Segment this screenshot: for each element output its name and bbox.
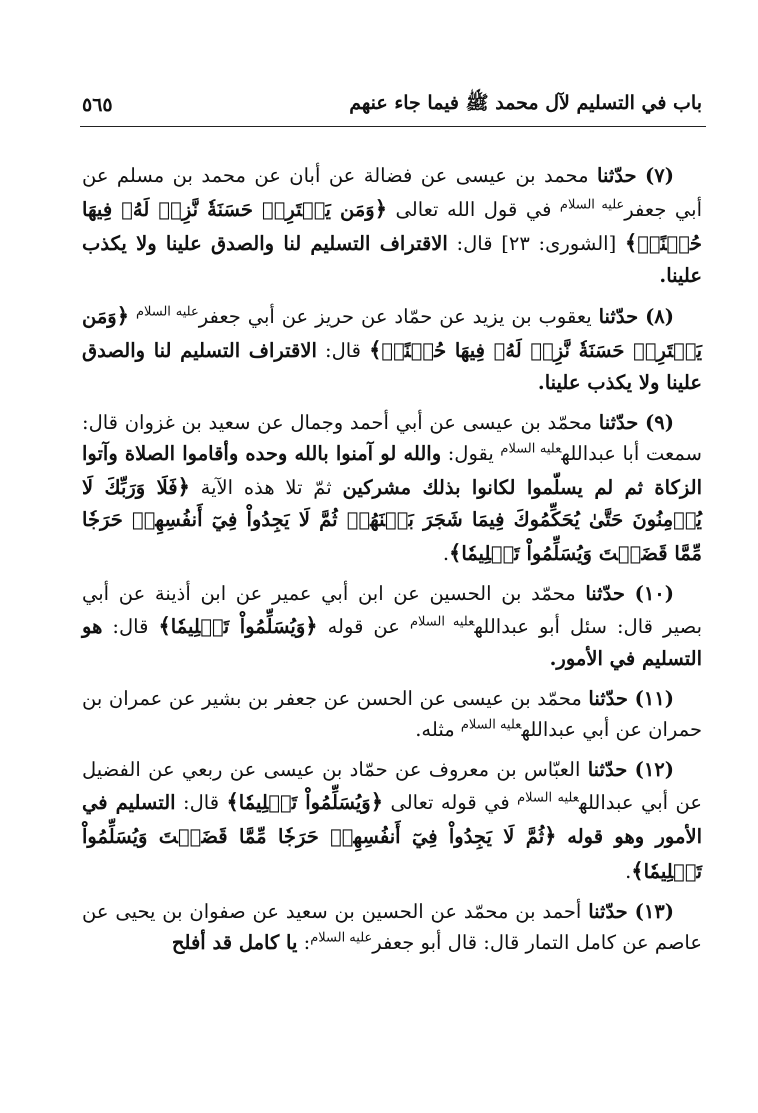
text-segment: يعقوب بن يزيد عن حمّاد عن حريز عن أبي جعفر: [198, 305, 599, 329]
honorific: عليه السلام: [460, 717, 522, 733]
text-segment: يقول:: [441, 442, 501, 466]
bold-text: التسليم في الأمور وهو قوله: [82, 791, 702, 849]
honorific: عليه السلام: [500, 441, 562, 457]
bold-text: والله لو آمنوا بالله وحده وأقاموا الصلاة وآتوا الزكاة ثم لم يسلّموا لكانوا بذلك مشركين: [82, 442, 702, 499]
text-segment: [الشورى: ٢٣] قال:: [447, 231, 625, 255]
quran-verse: وَمَن يَقۡتَرِفۡ حَسَنَةٗ نَّزِدۡ لَهُۥ فِيهَا حُسۡنًاۚ: [82, 197, 702, 255]
running-title: باب في التسليم لآل محمد ﷺ فيما جاء عنهم: [349, 92, 702, 114]
text-segment: عن قوله: [317, 615, 410, 639]
isnad-word: حدّثنا: [588, 899, 628, 923]
honorific: عليه السلام: [310, 930, 373, 946]
hadith-number: (١٣): [634, 899, 674, 923]
verse-bracket: ﴿: [374, 195, 387, 221]
verse-bracket: ﴾: [631, 857, 644, 883]
hadith-11: [82, 683, 702, 746]
text-segment: [625, 582, 635, 605]
text-segment: .: [625, 859, 632, 883]
text-segment: [556, 825, 567, 848]
honorific: عليه السلام: [409, 614, 475, 630]
text-segment: محمد بن عيسى عن فضالة عن أبان عن محمد بن مسلم عن أبي جعفر: [82, 164, 702, 221]
bold-text: يا كامل قد أفلح: [171, 931, 298, 955]
isnad-word: حدّثنا: [587, 757, 628, 781]
text-segment: قال:: [102, 615, 159, 639]
hadith-7: [82, 160, 702, 291]
text-segment: قال:: [316, 339, 370, 363]
header-rule: [80, 126, 706, 127]
text-segment: في قول الله تعالى: [387, 197, 560, 221]
text-segment: محمّد بن الحسين عن ابن أبي عمير عن ابن أذينة عن أبي بصير قال: سئل أبو عبدالله: [82, 581, 703, 639]
hadith-number: (١٠): [634, 581, 674, 605]
text-segment: [637, 164, 645, 187]
quran-verse: وَمَن يَقۡتَرِفۡ حَسَنَةٗ نَّزِدۡ لَهُۥ فِيهَا حُسۡنًاۚ: [82, 305, 702, 363]
honorific: عليه السلام: [517, 790, 579, 806]
hadith-10: [82, 578, 702, 675]
quran-verse: وَيُسَلِّمُواْ تَسۡلِيمٗا: [170, 615, 306, 639]
bold-text: الاقتراف التسليم لنا والصدق علينا ولا يكذب علينا.: [82, 339, 702, 395]
isnad-word: حدّثنا: [598, 410, 639, 434]
isnad-word: حدّثنا: [598, 305, 639, 329]
verse-bracket: ﴿: [305, 613, 318, 639]
bold-text: الاقتراف التسليم لنا والصدق علينا ولا يكذب علينا.: [82, 231, 702, 287]
text-segment: محمّد بن عيسى عن الحسن عن جعفر بن بشير عن عمران بن حمران عن أبي عبدالله: [82, 686, 702, 742]
page-header: [82, 88, 702, 122]
hadith-number: (١٢): [634, 757, 675, 781]
verse-bracket: ﴾: [226, 789, 239, 815]
quran-verse: وَيُسَلِّمُواْ تَسۡلِيمٗا: [238, 791, 371, 815]
verse-bracket: ﴾: [449, 539, 462, 565]
text-segment: [628, 900, 635, 923]
text-segment: [627, 758, 634, 781]
isnad-word: حدّثنا: [585, 581, 625, 605]
text-segment: :: [297, 931, 311, 955]
hadith-number: (٨): [645, 305, 675, 329]
page-body: [82, 160, 702, 1103]
text-segment: [129, 305, 136, 328]
hadith-number: (٧): [645, 164, 674, 187]
verse-bracket: ﴿: [116, 303, 130, 329]
isnad-word: حدّثنا: [588, 686, 628, 710]
honorific: عليه السلام: [135, 304, 199, 320]
bold-text: هو التسليم في الأمور.: [82, 615, 702, 671]
hadith-number: (٩): [645, 410, 674, 434]
quran-verse: فَلَا وَرَبِّكَ لَا يُؤۡمِنُونَ حَتَّىٰ يُحَكِّمُوكَ فِيمَا شَجَرَ بَيۡنَهُمۡ ثُمَّ لَا يَجِدُواْ فِيٓ أَنفُسِهِمۡ حَرَجٗا مِّمَّا قَضَيۡتَ وَيُسَلِّمُواْ تَسۡلِيمٗا: [82, 475, 702, 565]
hadith-9: [82, 407, 702, 570]
verse-bracket: ﴿: [370, 789, 383, 815]
hadith-12: [82, 754, 702, 888]
text-segment: .: [442, 541, 450, 565]
page-number: ٥٦٥: [82, 94, 113, 116]
verse-bracket: ﴿: [544, 823, 557, 849]
text-segment: في قوله تعالى: [383, 791, 518, 815]
hadith-13: [82, 896, 702, 959]
hadith-number: (١١): [634, 686, 674, 710]
text-segment: العبّاس بن معروف عن حمّاد بن عيسى عن ربعي عن الفضيل عن أبي عبدالله: [82, 757, 702, 815]
verse-bracket: ﴿: [177, 473, 190, 499]
isnad-word: حدّثنا: [597, 164, 637, 187]
quran-verse: ثُمَّ لَا يَجِدُواْ فِيٓ أَنفُسِهِمۡ حَرَجٗا مِّمَّا قَضَيۡتَ وَيُسَلِّمُواْ تَسۡلِيمٗا: [82, 825, 702, 883]
hadith-8: [82, 299, 702, 399]
honorific: عليه السلام: [559, 197, 625, 213]
verse-bracket: ﴾: [369, 337, 382, 363]
text-segment: [628, 687, 635, 710]
text-segment: محمّد بن عيسى عن أبي أحمد وجمال عن سعيد بن غزوان قال: سمعت أبا عبدالله: [82, 410, 702, 466]
verse-bracket: ﴾: [158, 613, 171, 639]
text-segment: مثله.: [415, 718, 461, 742]
text-segment: أحمد بن محمّد عن الحسين بن سعيد عن صفوان بن يحيى عن عاصم عن كامل التمار قال: قال أبو جعفر: [82, 899, 702, 955]
verse-bracket: ﴾: [624, 229, 638, 255]
text-segment: ثمّ تلا هذه الآية: [189, 475, 343, 499]
text-segment: قال:: [175, 791, 227, 815]
